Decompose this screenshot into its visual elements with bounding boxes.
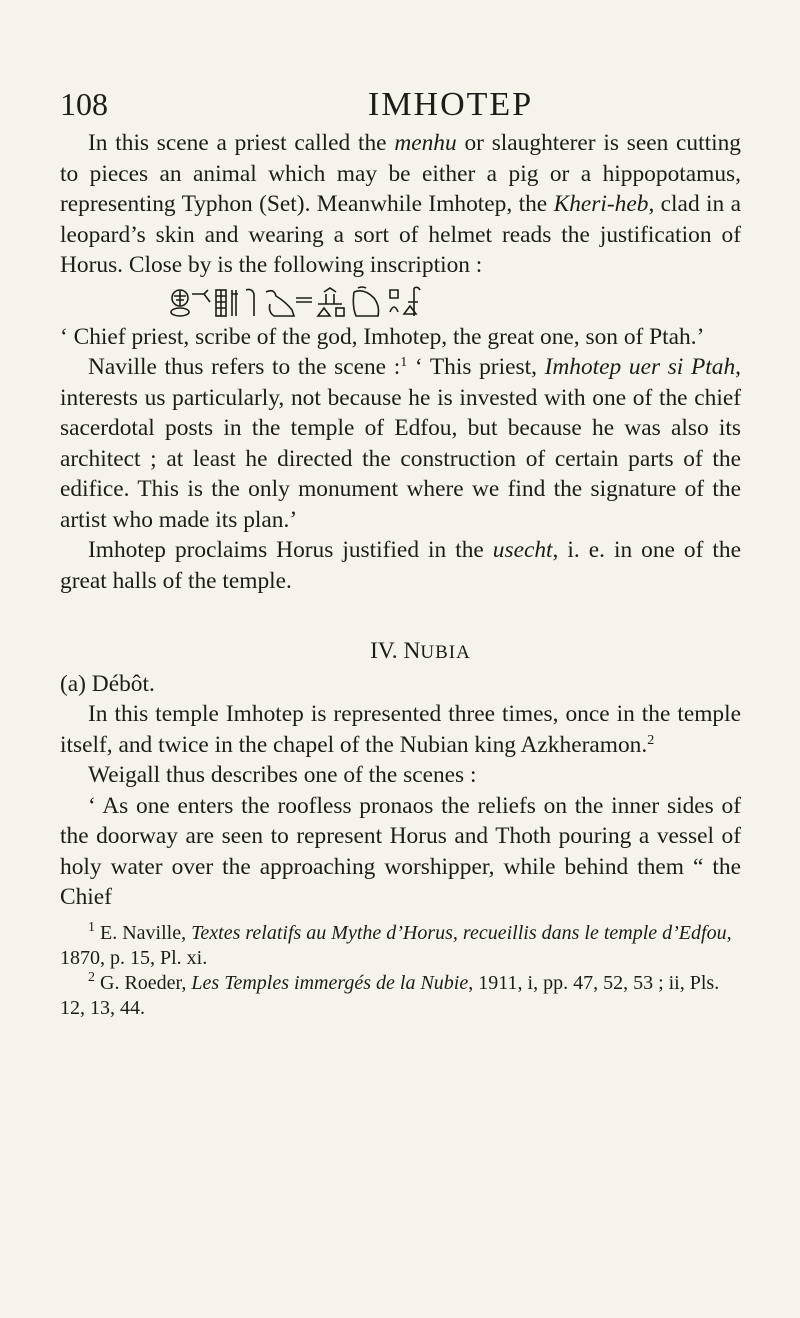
footnote-2: $^2$ G. Roeder, Les Temples immergés de la Nubie, 1911, i, pp. 47, 52, 53 ; ii, Pls. 12, 13, 44.	[60, 969, 720, 1019]
paragraph-scene-description: In this scene a priest called the menhu or slaughterer is seen cutting to pieces an animal which may be either a pig or a hippopotamus, representing Typhon (Set). Meanwhile Imhotep, the Kheri-heb, clad in a leopard’s skin and wearing a sort of helmet reads the justification of Horus. Close by is the following inscription :	[60, 130, 742, 278]
footnote-1: $^1$ E. Naville, Textes relatifs au Mythe d’Horus, recueillis dans le temple d’Edfou, 1870, p. 15, Pl. xi.	[60, 919, 732, 969]
hieroglyph-glyphs	[168, 284, 498, 320]
section-heading: IV. NUBIA	[370, 638, 471, 664]
term-menhu: menhu	[394, 130, 457, 156]
term-usecht: usecht	[492, 537, 553, 563]
page-body	[60, 128, 741, 1021]
paragraph-usecht: Imhotep proclaims Horus justified in the usecht, i. e. in one of the great halls of the temple.	[60, 537, 741, 594]
subsection-heading: (a) Débôt.	[60, 670, 155, 697]
paragraph-weigall-intro: Weigall thus describes one of the scenes :	[88, 762, 477, 788]
footnote-ref-2: 2	[647, 732, 655, 748]
paragraph-weigall-quote: ‘ As one enters the roofless pronaos the reliefs on the inner sides of the doorway are seen to represent Horus and Thoth pouring a vessel of holy water over the approaching worshipper, while behind them “ the Chief	[60, 792, 741, 910]
paragraph-naville-quote: Naville thus refers to the scene :$^1$ ‘ This priest, Imhotep uer si Ptah, interests us particularly, not because he is invested with one of the chief sacerdotal posts in the temple of Edfou, but because he was also its architect ; at least he directed the construction of certain parts of the edifice. This is the only monument where we find the signature of the artist who made its plan.’	[60, 354, 741, 533]
running-title: IMHOTEP	[368, 86, 534, 123]
footnote-ref-1: 1	[400, 355, 408, 370]
page-header	[60, 86, 740, 126]
footnotes	[60, 921, 741, 1021]
term-kheri-heb: Kheri-heb	[553, 191, 649, 217]
term-imhotep-uer-si-ptah: Imhotep uer si Ptah	[544, 354, 736, 380]
paragraph-debot: In this temple Imhotep is represented three times, once in the temple itself, and twice in the chapel of the Nubian king Azkheramon.$^2$	[60, 701, 741, 758]
inscription-translation: ‘ Chief priest, scribe of the god, Imhotep, the great one, son of Ptah.’	[60, 323, 705, 350]
page-number: 108	[60, 86, 108, 122]
hieroglyphic-inscription	[60, 284, 741, 322]
